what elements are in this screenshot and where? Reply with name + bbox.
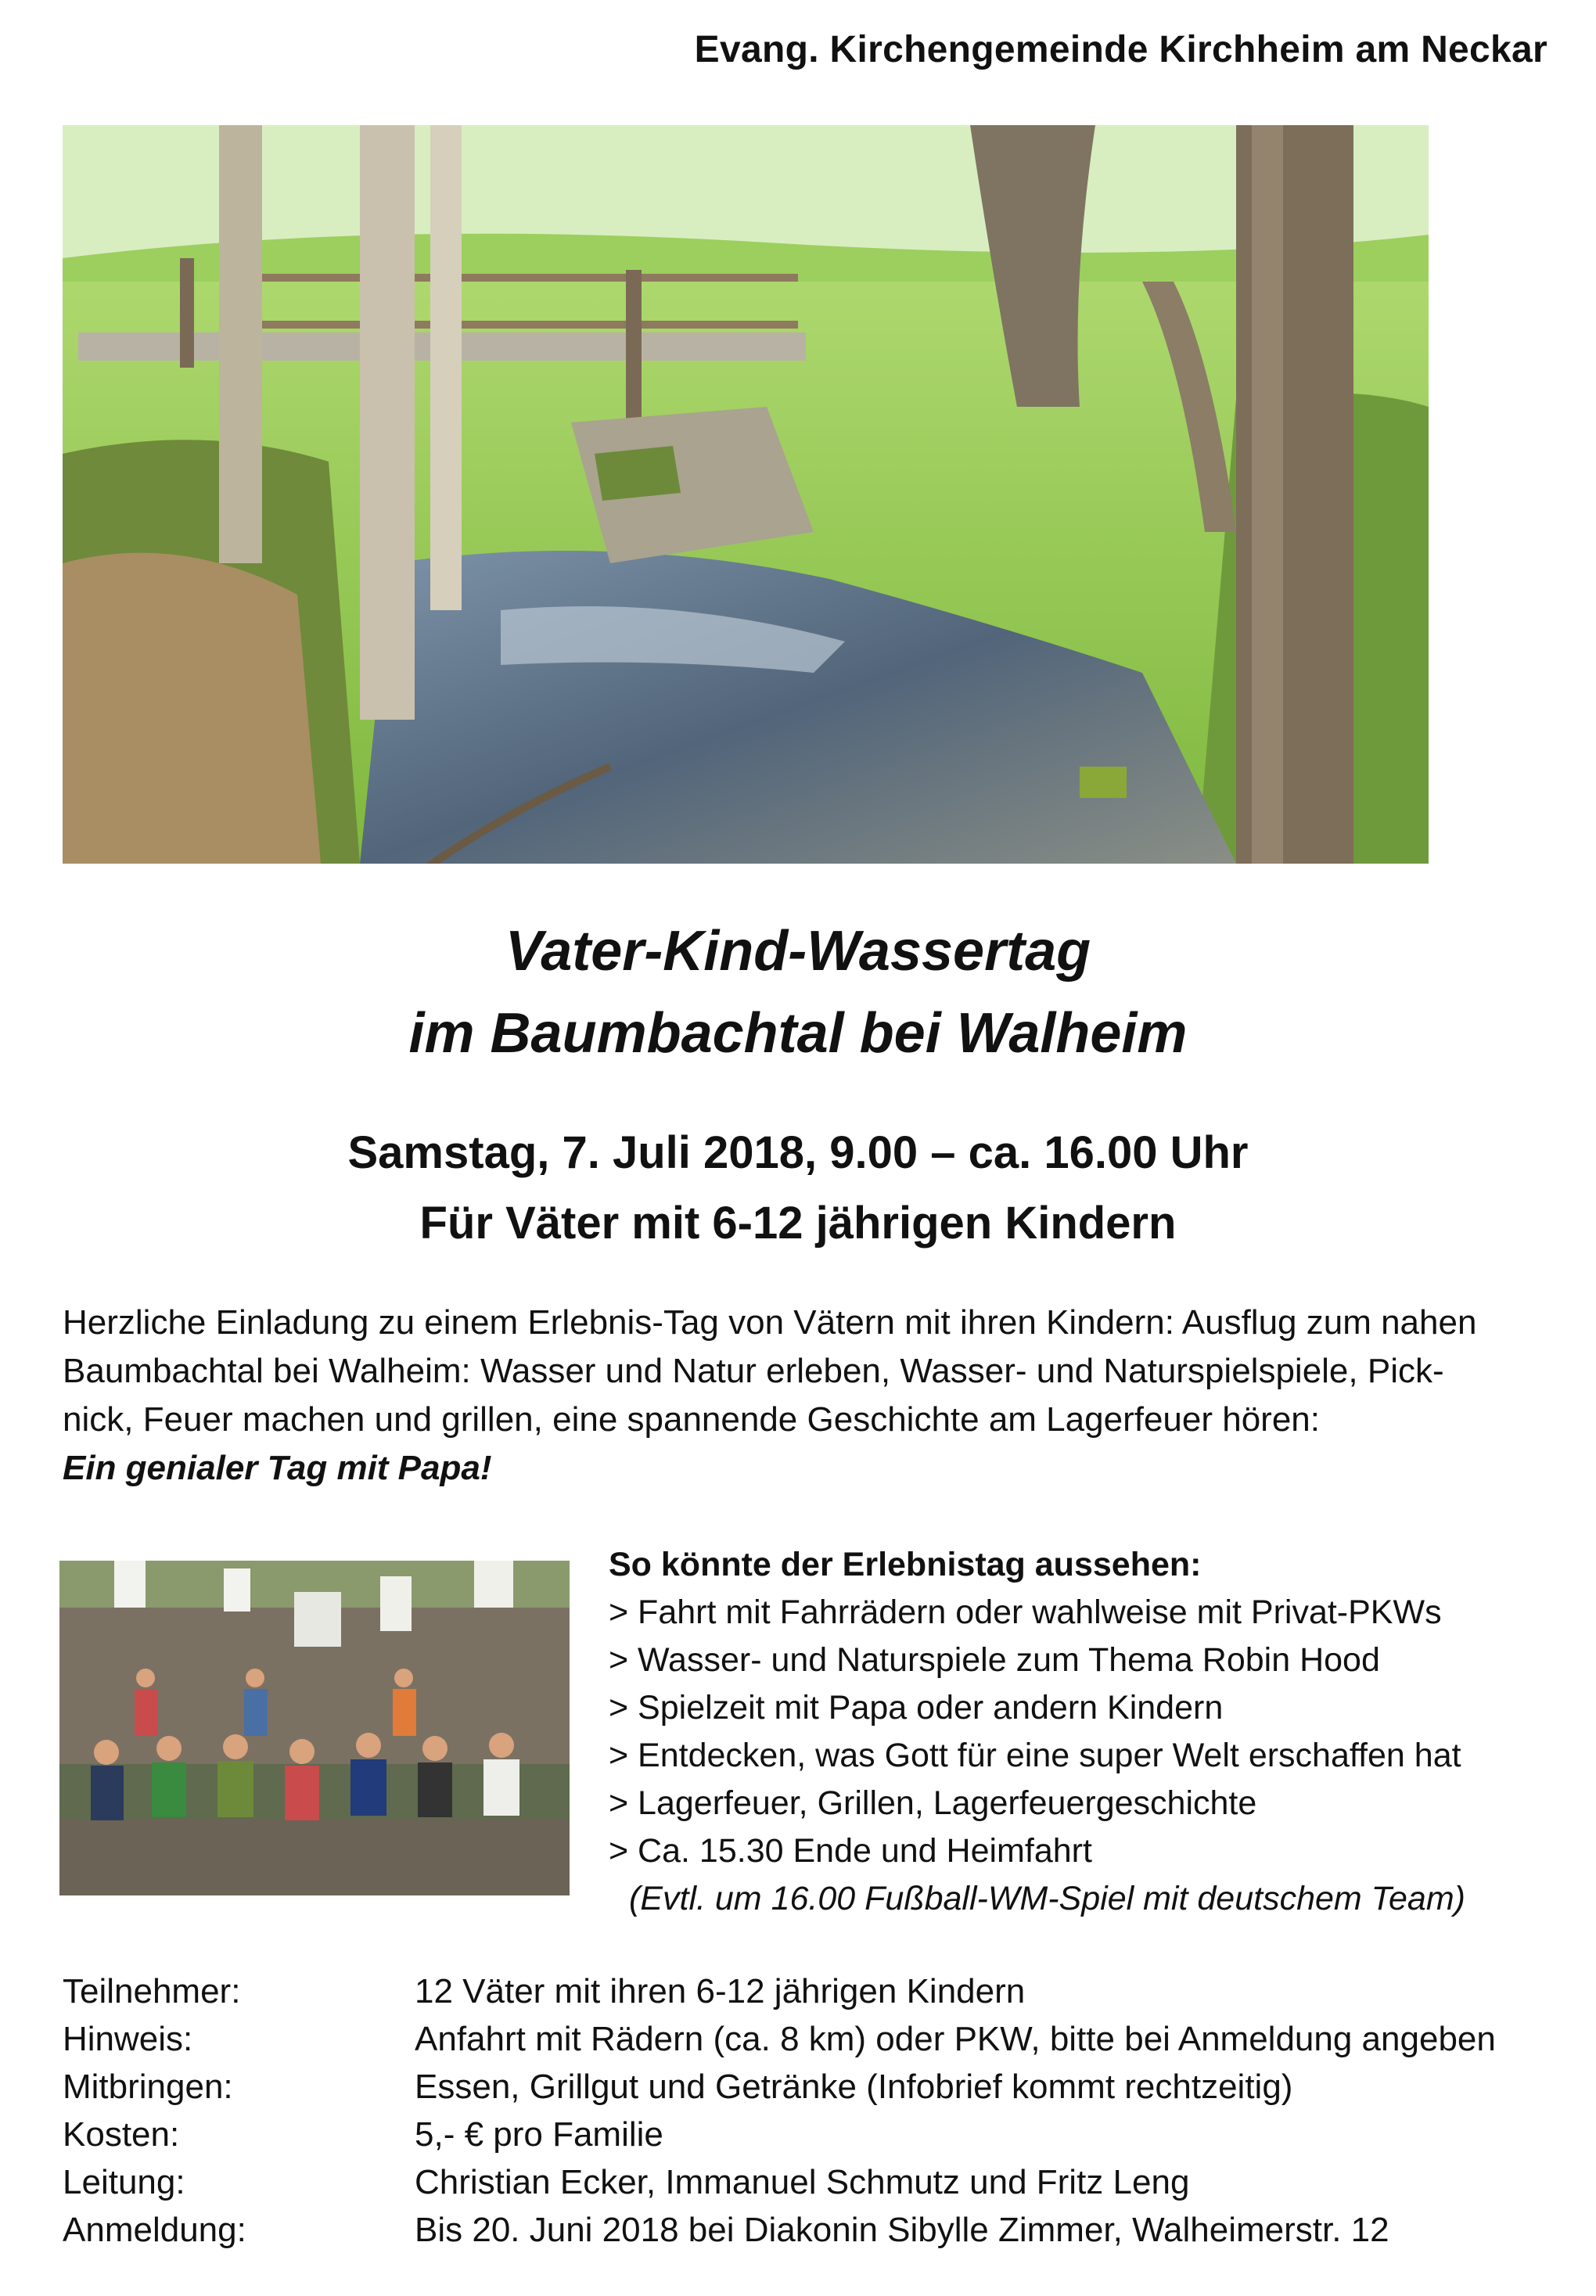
event-audience: Für Väter mit 6-12 jährigen Kindern [419, 1198, 1177, 1249]
detail-label: Mitbringen: [63, 2068, 233, 2106]
program-item: > Lagerfeuer, Grillen, Lagerfeuergeschichte [609, 1784, 1257, 1822]
program-heading: So könnte der Erlebnistag aussehen: [609, 1546, 1202, 1583]
invitation-text [63, 1299, 1549, 1493]
program-note: (Evtl. um 16.00 Fußball-WM-Spiel mit deutschem Team) [629, 1880, 1465, 1917]
detail-value: Bis 20. Juni 2018 bei Diakonin Sibylle Zimmer, Walheimerstr. 12 [415, 2211, 1389, 2249]
event-title: Vater-Kind-Wassertag [505, 920, 1091, 983]
detail-value: 5,- € pro Familie [415, 2115, 663, 2154]
detail-value: 12 Väter mit ihren 6-12 jährigen Kindern [415, 1972, 1026, 2010]
event-details [63, 1967, 1565, 2254]
stream-landscape-photo [63, 125, 1429, 864]
detail-label: Teilnehmer: [63, 1972, 241, 2010]
detail-value: Christian Ecker, Immanuel Schmutz und Fritz Leng [415, 2163, 1190, 2201]
detail-label: Leitung: [63, 2163, 185, 2201]
detail-row-leaders [63, 2158, 1565, 2206]
invitation-line: nick, Feuer machen und grillen, eine spannende Geschichte am Lagerfeuer hören: [63, 1400, 1320, 1439]
organization-name: Evang. Kirchengemeinde Kirchheim am Neckar [694, 29, 1547, 70]
detail-label: Hinweis: [63, 2020, 193, 2058]
program-item: > Fahrt mit Fahrrädern oder wahlweise mit Privat-PKWs [609, 1594, 1442, 1631]
program-item: > Wasser- und Naturspiele zum Thema Robin Hood [609, 1641, 1380, 1679]
program-schedule [609, 1541, 1571, 1923]
detail-label: Anmeldung: [63, 2211, 246, 2249]
detail-value: Essen, Grillgut und Getränke (Infobrief kommt rechtzeitig) [415, 2068, 1293, 2106]
program-item: > Ca. 15.30 Ende und Heimfahrt [609, 1832, 1092, 1870]
invitation-emphasis: Ein genialer Tag mit Papa! [63, 1449, 492, 1487]
detail-row-bring [63, 2063, 1565, 2111]
detail-row-participants [63, 1967, 1565, 2015]
event-location-title: im Baumbachtal bei Walheim [408, 1002, 1188, 1065]
detail-value: Anfahrt mit Rädern (ca. 8 km) oder PKW, bitte bei Anmeldung angeben [415, 2020, 1496, 2058]
detail-row-note [63, 2015, 1565, 2063]
detail-label: Kosten: [63, 2115, 180, 2154]
program-item: > Entdecken, was Gott für eine super Welt erschaffen hat [609, 1737, 1461, 1774]
detail-row-registration [63, 2206, 1565, 2254]
invitation-line: Baumbachtal bei Walheim: Wasser und Natur erleben, Wasser- und Naturspielspiele, Pick- [63, 1352, 1444, 1390]
group-photo [59, 1561, 570, 1895]
program-item: > Spielzeit mit Papa oder andern Kindern [609, 1689, 1224, 1726]
event-date: Samstag, 7. Juli 2018, 9.00 – ca. 16.00 Uhr [347, 1127, 1249, 1178]
detail-row-cost [63, 2111, 1565, 2158]
invitation-line: Herzliche Einladung zu einem Erlebnis-Tag von Vätern mit ihren Kindern: Ausflug zum nahen [63, 1303, 1477, 1342]
